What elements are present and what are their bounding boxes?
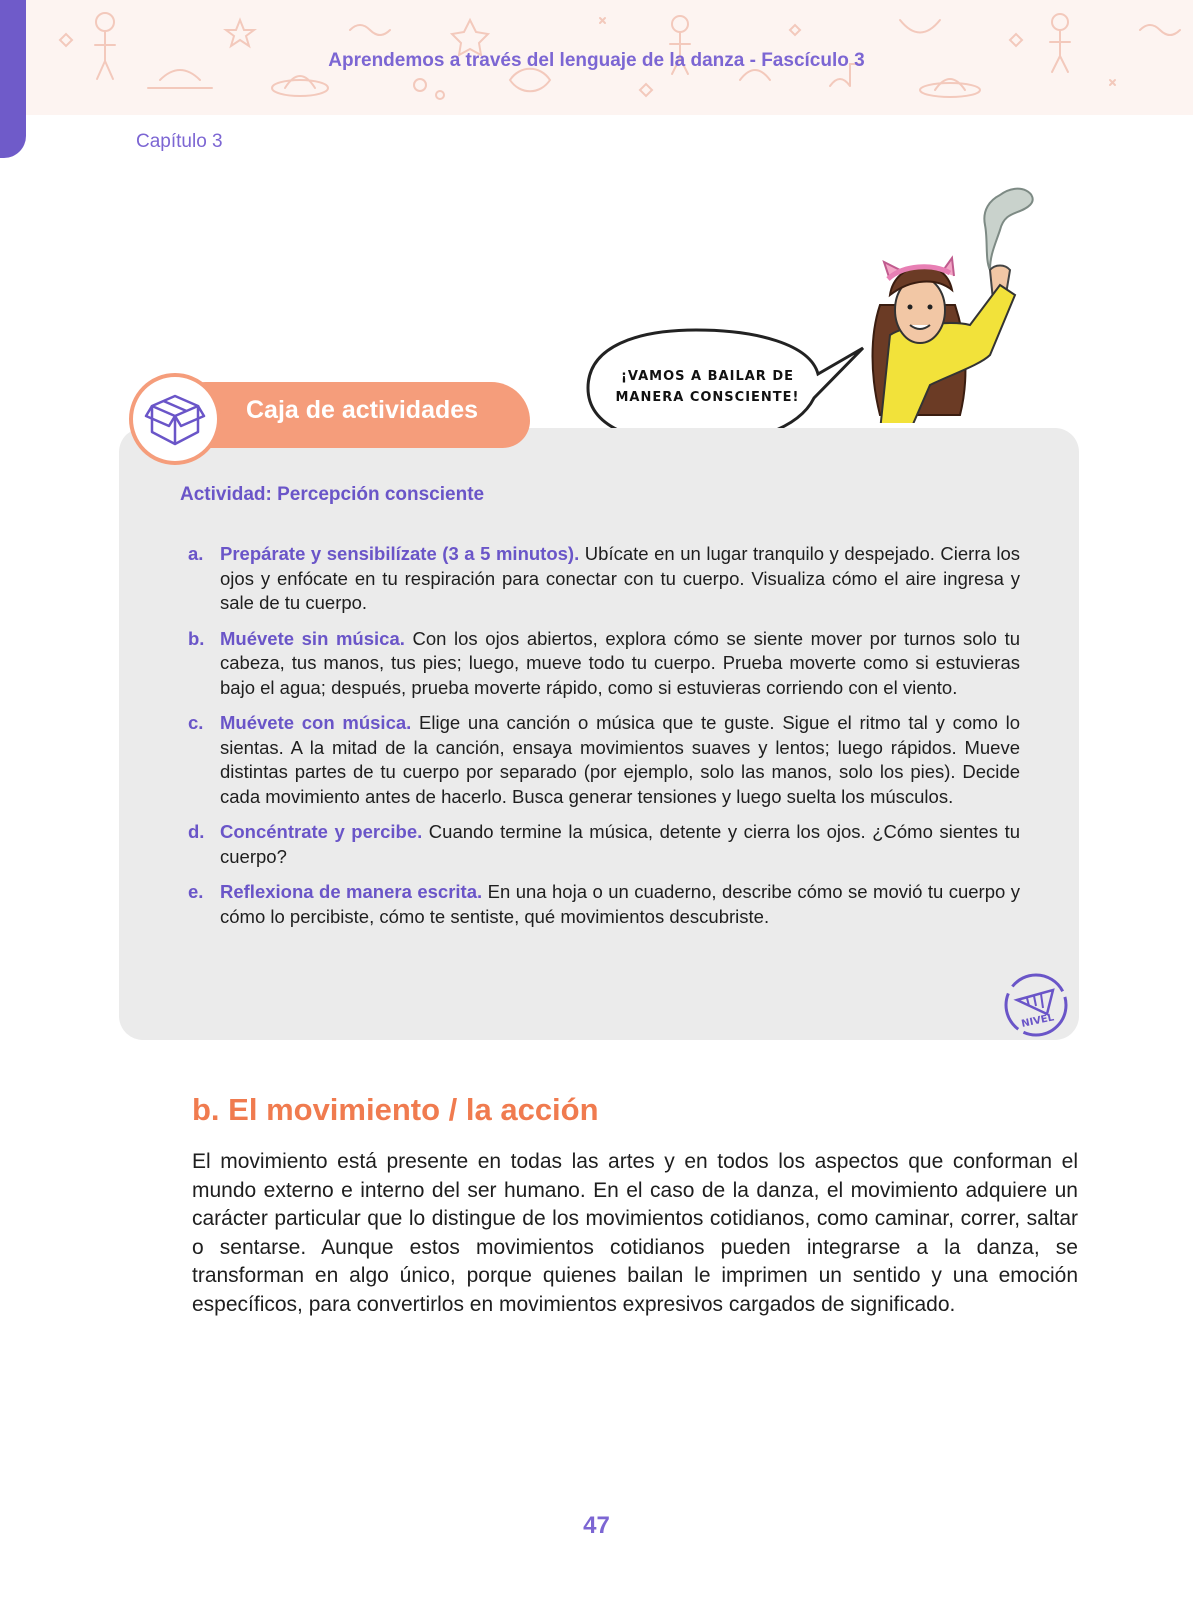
activity-item-a [188, 542, 1020, 616]
item-text: Ubícate en un lugar tranquilo y despejado. Cierra los ojos y enfócate en tu respiración para conectar con tu cuerpo. Visualiza cómo el aire ingresa y sale de tu cuerpo. [220, 543, 1020, 613]
item-lead: Prepárate y sensibilízate (3 a 5 minutos). [220, 543, 580, 564]
item-lead: Muévete sin música. [220, 627, 405, 649]
item-letter: d. [188, 821, 205, 842]
speech-bubble-text [600, 366, 815, 408]
item-text: Con los ojos abiertos, explora cómo se siente mover por turnos solo tu cabeza, tus manos, tus pies; luego, mueve todo tu cuerpo. Prueba moverte como si estuvieras bajo el agua; después, prueba moverte rápido, como si estuvieras corriendo con el viento. [220, 627, 1020, 698]
activity-item-d [188, 820, 1020, 869]
box-icon [144, 388, 206, 450]
activity-box-label: Caja de actividades [246, 396, 479, 424]
activity-item-e [188, 880, 1020, 929]
item-letter: b. [188, 627, 205, 649]
item-text: Elige una canción o música que te guste. Sigue el ritmo tal y como lo sientas. A la mitad de la canción, ensaya movimientos suaves y lentos; luego rápidos. Mueve distintas partes de tu cuerpo por separado (por ejemplo, solo las manos, solo los pies). Decide cada movimiento antes de hacerlo. Busca generar tensiones y luego suelta los músculos. [220, 712, 1021, 807]
item-letter: e. [188, 881, 204, 902]
page-number: 47 [583, 1512, 610, 1539]
activity-item-b [188, 627, 1020, 701]
bubble-line-1: ¡VAMOS A BAILAR DE [621, 369, 794, 384]
section-title: b. El movimiento / la acción [192, 1092, 599, 1127]
chapter-side-tab [0, 0, 26, 158]
header-title: Aprendemos a través del lenguaje de la danza - Fascículo 3 [328, 50, 865, 71]
item-text: Cuando termine la música, detente y cierra los ojos. ¿Cómo sientes tu cuerpo? [220, 821, 1021, 867]
girl-character-illustration [860, 185, 1060, 423]
item-letter: c. [188, 712, 204, 733]
activity-list [188, 542, 1020, 940]
item-lead: Concéntrate y percibe. [220, 821, 423, 842]
section-body: El movimiento está presente en todas las artes y en todos los aspectos que conforman el mundo externo e interno del ser humano. En el caso de la danza, el movimiento adquiere un carácter particular que lo distingue de los movimientos cotidianos, como caminar, correr, saltar o sentarse. Aunque estos movimientos cotidianos pueden integrarse a la danza, se transforman en algo único, porque quienes bailan le imprimen un sentido y una emoción específicos, para convertirlos en movimientos expresivos cargados de significado. [192, 1150, 1078, 1316]
item-lead: Reflexiona de manera escrita. [220, 881, 483, 902]
item-lead: Muévete con música. [220, 712, 412, 733]
activity-item-c [188, 711, 1020, 809]
nivel-stamp-label: NIVEL [1020, 1012, 1056, 1030]
activity-title: Actividad: Percepción consciente [180, 484, 485, 505]
box-icon-badge [129, 373, 221, 465]
item-letter: a. [188, 543, 204, 564]
item-text: En una hoja o un cuaderno, describe cómo se movió tu cuerpo y cómo lo percibiste, cómo te sentiste, qué movimientos descubriste. [220, 881, 1021, 927]
nivel-stamp-icon [1003, 972, 1069, 1038]
chapter-label: Capítulo 3 [136, 131, 223, 152]
bubble-line-2: MANERA CONSCIENTE! [615, 390, 800, 405]
